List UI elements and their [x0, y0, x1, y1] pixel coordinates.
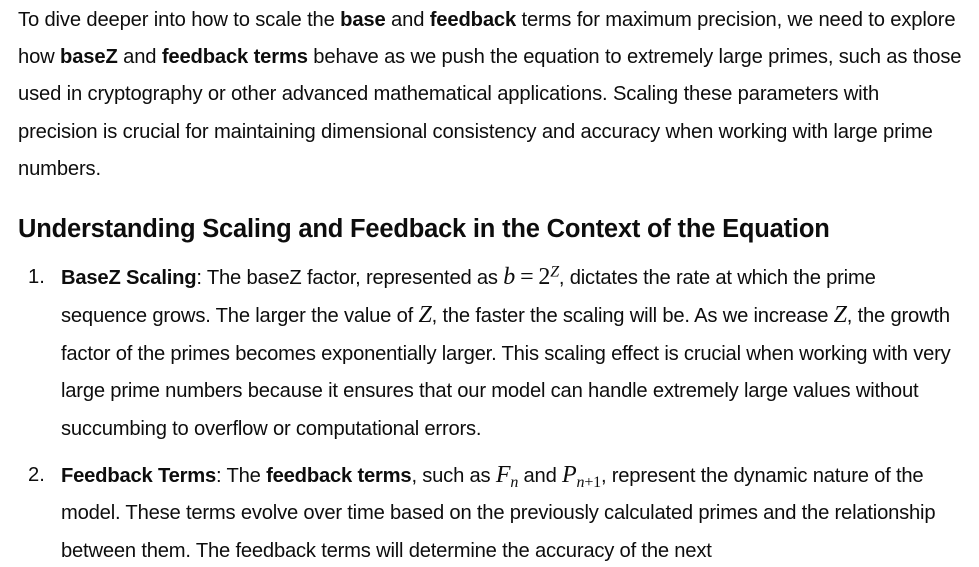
- list-item-text: , dictates the rate at which the prime sequence grows. The larger the value of: [61, 267, 876, 328]
- math-number-two: 2: [538, 264, 551, 290]
- intro-text: and: [385, 9, 430, 31]
- intro-text: and: [117, 46, 162, 69]
- math-variable-p: P: [562, 462, 577, 488]
- math-variable-z: Z: [418, 302, 432, 329]
- list-item-title: BaseZ Scaling: [61, 267, 197, 289]
- intro-text: terms for maximum precision, we need to explore how: [18, 9, 956, 69]
- math-exponent-z: Z: [550, 263, 559, 281]
- list-item-text: , represent the dynamic nature of the model. These terms evolve over time based on the previously calculated primes and the relationship between them. The feedback terms will determine the accuracy of the next: [61, 465, 936, 562]
- list-item-text: : The: [216, 465, 267, 487]
- list-item-number: 1.: [28, 266, 45, 288]
- list-item-basez-scaling: [18, 259, 963, 448]
- section-heading: Understanding Scaling and Feedback in the Context of the Equation: [18, 215, 830, 243]
- list-item-text: , the growth factor of the primes becomes exponentially larger. This scaling effect is crucial when working with very large prime numbers because it ensures that our model can handle extremely large values without succumbing to overflow or computational errors.: [61, 305, 951, 440]
- intro-text: To dive deeper into how to scale the: [18, 9, 341, 31]
- list-item-feedback-terms: [18, 457, 963, 567]
- list-item-body: [61, 457, 963, 567]
- list-item-bold-term: feedback terms: [266, 465, 412, 487]
- math-subscript-n: n: [510, 474, 519, 492]
- math-subscript-plus-one: +1: [584, 474, 601, 492]
- list-item-number: 2.: [28, 464, 45, 486]
- list-item-text: : The baseZ factor, represented as: [196, 267, 504, 289]
- math-subscript-n-plus-1: [577, 474, 601, 491]
- intro-bold-basez: baseZ: [60, 46, 118, 69]
- intro-bold-base: base: [340, 9, 386, 31]
- list-item-text: , such as: [411, 465, 496, 487]
- math-subscript-n: n: [576, 474, 585, 492]
- math-equals: =: [520, 264, 534, 290]
- intro-text: behave as we push the equation to extremely large primes, such as those used in cryptography or other advanced mathematical applications. Scaling these parameters with precision is crucial for maintaining dimensional consistency and accuracy when working with large prime numbers.: [18, 46, 962, 180]
- intro-bold-feedback-terms: feedback terms: [161, 46, 308, 69]
- intro-paragraph: [18, 2, 963, 188]
- list-item-body: [61, 259, 963, 448]
- math-variable-z: Z: [833, 302, 847, 329]
- math-variable-b: b: [503, 264, 516, 290]
- list-item-title: Feedback Terms: [61, 465, 217, 487]
- math-variable-f: F: [495, 462, 511, 488]
- intro-bold-feedback: feedback: [429, 9, 517, 31]
- list-item-text: , the faster the scaling will be. As we increase: [431, 305, 834, 328]
- list-item-text: and: [518, 465, 563, 487]
